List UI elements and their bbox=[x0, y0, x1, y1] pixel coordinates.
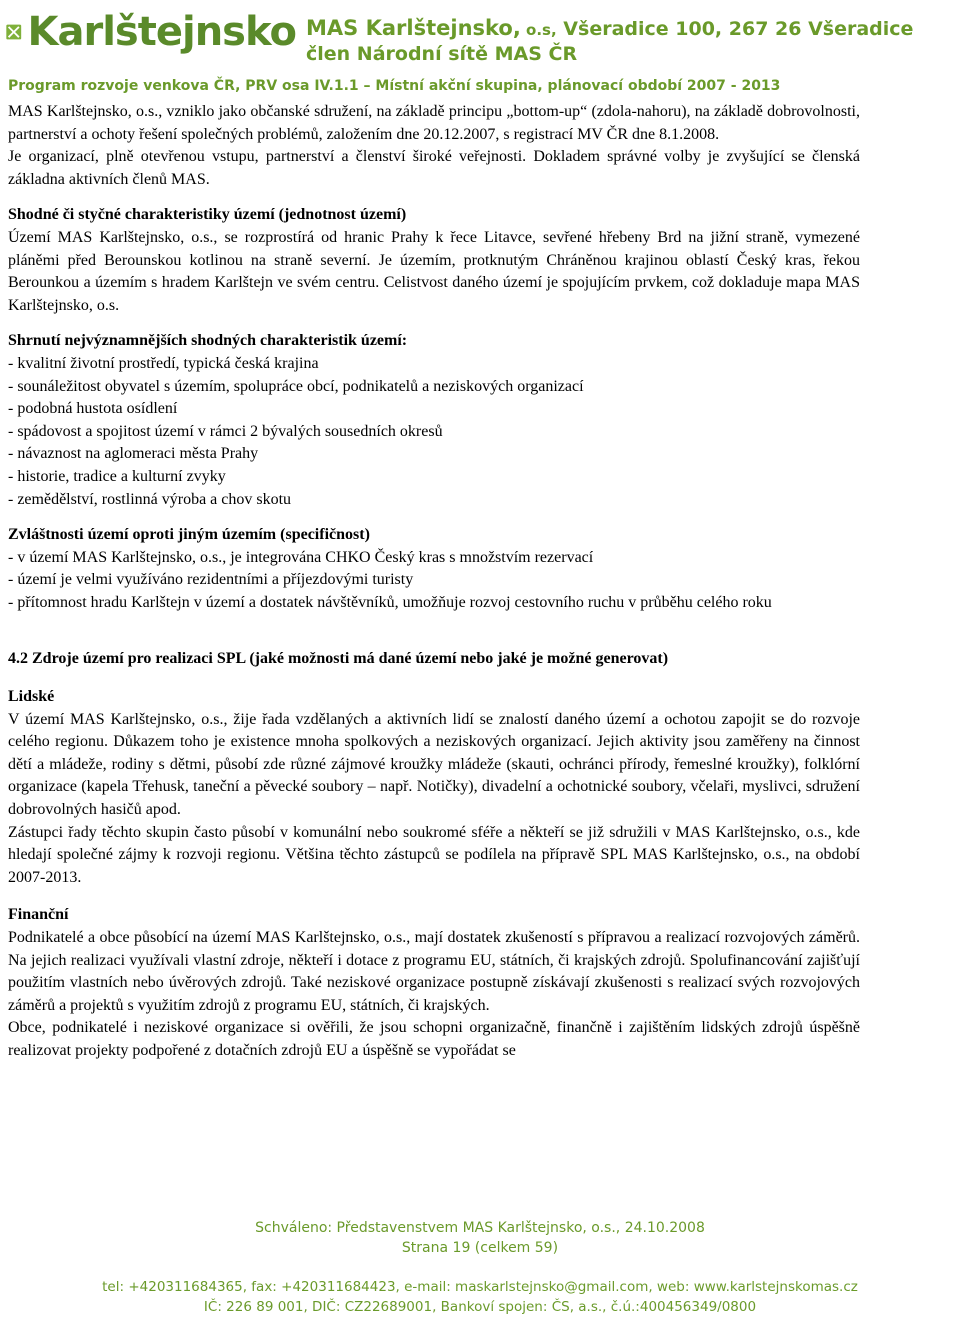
list-item: - spádovost a spojitost území v rámci 2 bývalých sousedních okresů bbox=[8, 422, 443, 440]
organization-legal-form: o.s, bbox=[520, 21, 557, 39]
identity-paragraph: Území MAS Karlštejnsko, o.s., se rozprostírá od hranic Prahy k řece Litavce, sevřené hřebeny Brd na jižní straně, vymezené pláněmi před Berounskou kotlinou na straně severní. Je územím, protknutým Chráněnou krajinou oblastí Český kras, řekou Berounkou a územím s hradem Karlštejn ve svém centru. Celistvost daného území je spojujícím prvkem, což dokladuje mapa MAS Karlštejnsko, o.s. bbox=[8, 228, 860, 314]
finance-paragraph-1: Podnikatelé a obce působící na území MAS Karlštejnsko, o.s., mají dostatek zkušeností s přípravou a realizací rozvojových záměrů. Na jejich realizaci využívali vlastní zdroje, někteří i dotace z programu EU, státních, či krajských zdrojů. Spolufinancování zajišťují použitím vlastních nebo úvěrových zdrojů. Také neziskové organizace postupně získávají zkušenosti s realizací svých rozvojových záměrů a projektů s využitím zdrojů z programu EU, státních, či krajských. bbox=[8, 929, 860, 1014]
logo-cross-icon bbox=[6, 8, 22, 56]
list-item: - sounáležitost obyvatel s územím, spolupráce obcí, podnikatelů a neziskových organizací bbox=[8, 377, 584, 395]
organization-name: MAS Karlštejnsko, bbox=[306, 16, 521, 40]
list-item: - zemědělství, rostlinná výroba a chov skotu bbox=[8, 490, 292, 508]
page-header bbox=[0, 0, 960, 100]
organization-title bbox=[306, 16, 956, 66]
list-item: - v území MAS Karlštejnsko, o.s., je integrována CHKO Český kras s množstvím rezervací bbox=[8, 548, 594, 566]
organization-address: Všeradice 100, 267 26 Všeradice bbox=[556, 18, 914, 40]
identity-heading: Shodné či styčné charakteristiky území (jednotnost území) bbox=[8, 206, 407, 224]
people-paragraph-2: Zástupci řady těchto skupin často působí v komunální nebo soukromé sféře a někteří se již sdružili v MAS Karlštejnsko, o.s., kde hledají společné zájmy k rozvoji regionu. Většina těchto zástupců se podílela na přípravě SPL MAS Karlštejnsko, o.s., na období 2007-2013. bbox=[8, 823, 860, 886]
contact-line: tel: +420311684365, fax: +420311684423, e-mail: maskarlstejnsko@gmail.com, web: www.karlstejnskomas.cz bbox=[102, 1279, 858, 1295]
list-item: - přítomnost hradu Karlštejn v území a dostatek návštěvníků, umožňuje rozvoj cestovního ruchu v průběhu celého roku bbox=[8, 593, 772, 611]
list-item: - kvalitní životní prostředí, typická česká krajina bbox=[8, 354, 319, 372]
section-4-2-heading: 4.2 Zdroje území pro realizaci SPL (jaké možnosti má dané území nebo jaké je možné generovat) bbox=[8, 650, 669, 668]
logo bbox=[6, 4, 296, 60]
list-item: - podobná hustota osídlení bbox=[8, 400, 178, 418]
page-number: Strana 19 (celkem 59) bbox=[401, 1240, 559, 1256]
finance-paragraph-2: Obce, podnikatelé i neziskové organizace si ověřili, že jsou schopni organizačně, finančně i zajištěním lidských zdrojů úspěšně realizovat projekty podpořené z dotačních zdrojů EU a úspěšně se vypořádat se bbox=[8, 1019, 860, 1059]
list-item: - historie, tradice a kulturní zvyky bbox=[8, 467, 226, 485]
program-line: Program rozvoje venkova ČR, PRV osa IV.1.1 – Místní akční skupina, plánovací období 2007 - 2013 bbox=[8, 78, 781, 94]
document-body bbox=[8, 101, 860, 1063]
list-item: - území je velmi využíváno rezidentními a příjezdovými turisty bbox=[8, 571, 414, 589]
approval-note: Schváleno: Představenstvem MAS Karlštejnsko, o.s., 24.10.2008 bbox=[255, 1220, 705, 1236]
intro-paragraph-1: MAS Karlštejnsko, o.s., vzniklo jako občanské sdružení, na základě principu „bottom-up“ (zdola-nahoru), na základě dobrovolnosti, partnerství a ochoty řešení společných problémů, založením dne 20.12.2007, s registrací MV ČR dne 8.1.2008. bbox=[8, 103, 860, 143]
logo-text: Karlštejnsko bbox=[27, 9, 296, 55]
people-paragraph-1: V území MAS Karlštejnsko, o.s., žije řada vzdělaných a aktivních lidí se znalostí daného území a ochotou zapojit se do rozvoje celého regionu. Důkazem toho je existence mnoha spolkových a neziskových organizací. Jejich aktivity jsou zaměřeny na činnost dětí a mládeže, rodiny s dětmi, působí zde různé zájmové kroužky mládeže (skauti, ochránci přírody, řemeslné kroužky), folklórní organizace (kapela Třehusk, taneční a pěvecké soubory – např. Notičky), divadelní a ochotnické soubory, včelaři, myslivci, sdružení dobrovolných hasičů apod. bbox=[8, 710, 860, 819]
specifics-heading: Zvláštnosti území oproti jiným územím (specifičnost) bbox=[8, 526, 370, 544]
people-heading: Lidské bbox=[8, 688, 55, 706]
list-item: - návaznost na aglomeraci města Prahy bbox=[8, 445, 259, 463]
company-ids-line: IČ: 226 89 001, DIČ: CZ22689001, Bankoví spojen: ČS, a.s., č.ú.:400456349/0800 bbox=[203, 1299, 757, 1315]
intro-paragraph-2: Je organizací, plně otevřenou vstupu, partnerství a členství široké veřejnosti. Dokladem správné volby je zvyšující se členská základna aktivních členů MAS. bbox=[8, 148, 860, 188]
summary-heading: Shrnutí nejvýznamnějších shodných charakteristik území: bbox=[8, 332, 408, 350]
member-line: člen Národní sítě MAS ČR bbox=[306, 43, 578, 65]
finance-heading: Finanční bbox=[8, 906, 69, 924]
